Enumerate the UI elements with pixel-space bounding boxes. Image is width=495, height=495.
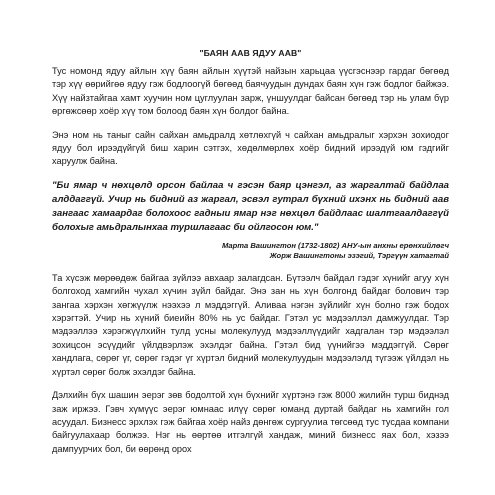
paragraph-intro: Тус номонд ядуу айлын хүү баян айлын хүүтэй найзын харьцаа үүсгэснээр гардаг бөгөөд тэр хүү өөрийгөө ядуу гэж бодлоогүй бөгөөд баячуудын дундах баян хүн гэж бодлог байжээ. Хүү найзтайгаа хамт хуучин ном цуглуулан зарж, үншуулдаг байсан бөгөөд тэр нь улам бүр өргөжсөөр хоёр хүү том болоод баян хүн болдог байна. xyxy=(52,66,449,117)
attribution-block xyxy=(52,241,449,262)
attribution-line-1: Марта Вашингтон (1732-1802) АНУ-ын анхны ерөнхийлөгч xyxy=(221,240,449,250)
attribution-line-2: Жорж Вашингтоны эзэгий, Тэргүүн хатагтай xyxy=(269,251,449,261)
paragraph-summary: Энэ ном нь таныг сайн сайхан амьдралд хөтлөхгүй ч сайхан амьдралыг хэрхэн зохиодог ядуу бол ирээдүйгүй биш харин сэтгэх, хөдөлмөрлөх хоёр бидний ирээдүй юм гэдгийг харуулж байна. xyxy=(52,129,449,167)
quote-block: "Би ямар ч нөхцөлд орсон байлаа ч гэсэн баяр цэнгэл, аз жаргалтай байдлаа алддаггүй. Учир нь бидний аз жаргал, эсвэл гутрал бүхний ихэнх нь бидний аав зангааc хамаардаг болохоос гадныи ямар нэг нөхцөл байдлаас шалтгаалдаггүй болохыг амьдралынхаа туршлагаас би ойлгосон юм." xyxy=(52,179,449,233)
paragraph-body-2: Дэлхийн бүх шашин эерэг зөв бодолтой хүн бүхнийг хүртэнэ гэж 8000 жилийн турш биднэд заж иржээ. Гэвч хүмүүс эерэг юмнаас илүү сөрөг юманд дуртай байдаг нь хамгийн гол асуудал. Бизнесс эрхлэх гэж байгаа хоёр найз дөнгөж сургуулиа төгсөөд тус тусдаа компани байгуулахаар болжээ. Нэг нь өөртөө итгэлгүй хандаж, миний бизнесс яах бол, хэзээ дампуурчих бол, би өөрөнд орох xyxy=(52,390,449,454)
document-title: "БАЯН ААВ ЯДУУ ААВ" xyxy=(199,48,302,58)
paragraph-body-1: Та хүсэж мөрөөдөж байгаа зүйлээ авхаар залагдсан. Бүтээлч байдал гэдэг хүнийг агуу хүн болгоход хамгийн чухал хүчин зүйл байдаг. Энэ зан нь хүн болгонд байдаг болович тэр зангаа хэрхэн хөгжүүлж нээхээ л мэддэггүй. Аливаа нэгэн зүйлийг хүн болно гэж бодох хэрэгтэй. Учир нь хүний биеийн 80% нь ус байдаг. Гэтэл ус мэдээллэл дамжуулдаг. Тэр мэдээллээ хэрэгжүүлхийн тулд усны молекулууд мэдээллүүдийг хадгалан тэр мэдээлэл зохицсон эсүүдийг үйлдвэрлэж эхэлдэг байна. Гэтэл бид үүнийгээ мэддэггүй. Сөрөг хандлага, сөрөг үг, сөрөг гэдэг үг хүртэл бидний молекулуудын мэдээлэлд түгээж үйлдэл нь хүртэл сөрөг болж эхэлдэг байна. xyxy=(52,272,449,377)
